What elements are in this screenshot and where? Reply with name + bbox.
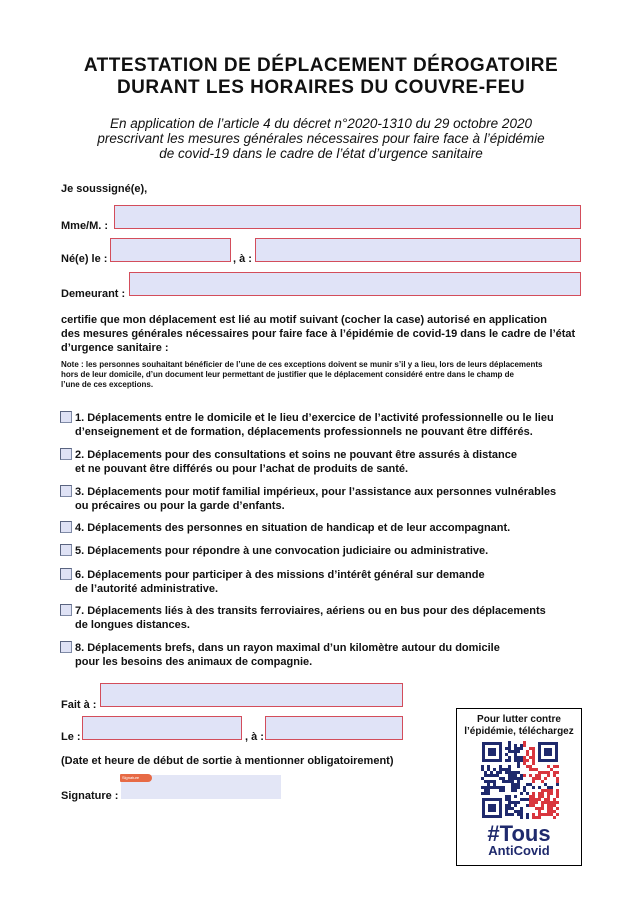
page-title-line2: DURANT LES HORAIRES DU COUVRE-FEU	[116, 77, 526, 98]
reason-1-line2: d’enseignement et de formation, déplacements professionnels ne pouvant être différés.	[75, 426, 533, 438]
reason-4-line1: 4. Déplacements des personnes en situation de handicap et de leur accompagnant.	[75, 522, 511, 534]
name-field[interactable]	[114, 205, 581, 229]
name-label: Mme/M. :	[61, 220, 109, 232]
reason-8-line1: 8. Déplacements brefs, dans un rayon maximal d’un kilomètre autour du domicile	[75, 642, 500, 654]
qr-code-box	[456, 708, 582, 866]
signature-tag[interactable]: Signature	[120, 774, 152, 782]
subtitle-line3: de covid-19 dans le cadre de l’état d’urgence sanitaire	[159, 146, 483, 161]
page-title: ATTESTATION DE DÉPLACEMENT DÉROGATOIRE	[83, 55, 559, 76]
reason-7-checkbox[interactable]	[60, 604, 72, 616]
address-field[interactable]	[129, 272, 581, 296]
time-field[interactable]	[265, 716, 403, 740]
reason-4-checkbox[interactable]	[60, 521, 72, 533]
fait-field[interactable]	[100, 683, 403, 707]
reason-7-line2: de longues distances.	[75, 619, 190, 631]
date-label: Le :	[61, 731, 81, 743]
reason-3-line2: ou précaires ou pour la garde d’enfants.	[75, 500, 285, 512]
reason-2-line2: et ne pouvant être différés ou pour l’achat de produits de santé.	[75, 463, 409, 475]
reason-5-checkbox[interactable]	[60, 544, 72, 556]
hashtag-line2: AntiCovid	[488, 843, 550, 858]
signature-label: Signature :	[61, 790, 119, 802]
reason-6-line2: de l’autorité administrative.	[75, 583, 219, 595]
reason-5-line1: 5. Déplacements pour répondre à une convocation judiciaire ou administrative.	[75, 545, 489, 557]
reason-6-line1: 6. Déplacements pour participer à des missions d’intérêt général sur demande	[75, 569, 485, 581]
date-field[interactable]	[82, 716, 242, 740]
reason-8-checkbox[interactable]	[60, 641, 72, 653]
certify-line1: certifie que mon déplacement est lié au motif suivant (cocher la case) autorisé en application	[61, 314, 547, 326]
reason-2-line1: 2. Déplacements pour des consultations et soins ne pouvant être assurés à distance	[75, 449, 517, 461]
birth-date-field[interactable]	[110, 238, 231, 262]
date-note: (Date et heure de début de sortie à mentionner obligatoirement)	[61, 755, 394, 767]
note-line1: Note : les personnes souhaitant bénéficier de l’une de ces exceptions doivent se munir s’il y a lieu, lors de leurs déplacements	[61, 360, 543, 369]
subtitle-line2: prescrivant les mesures générales nécessaires pour faire face à l’épidémie	[97, 131, 545, 146]
qr-text-line2: l’épidémie, téléchargez	[464, 726, 574, 737]
fait-label: Fait à :	[61, 699, 97, 711]
reason-1-line1: 1. Déplacements entre le domicile et le lieu d’exercice de l’activité professionnelle ou le lieu	[75, 412, 554, 424]
qr-code-icon	[481, 741, 559, 819]
reason-1-checkbox[interactable]	[60, 411, 72, 423]
certify-line2: des mesures générales nécessaires pour faire face à l’épidémie de covid-19 dans le cadre de l’état	[61, 328, 576, 340]
reason-8-line2: pour les besoins des animaux de compagnie.	[75, 656, 313, 668]
qr-text-line1: Pour lutter contre	[477, 714, 561, 725]
note-line3: l’une de ces exceptions.	[61, 380, 154, 389]
address-label: Demeurant :	[61, 288, 126, 300]
hashtag-line1: #Tous	[487, 821, 551, 846]
soussigne-text: Je soussigné(e),	[61, 183, 148, 195]
birth-place-label: , à :	[233, 253, 252, 265]
reason-2-checkbox[interactable]	[60, 448, 72, 460]
note-line2: hors de leur domicile, d’un document leur permettant de justifier que le déplacement considéré entre dans le champ de	[61, 370, 514, 379]
reason-3-line1: 3. Déplacements pour motif familial impérieux, pour l’assistance aux personnes vulnérables	[75, 486, 557, 498]
subtitle-line1: En application de l’article 4 du décret n°2020-1310 du 29 octobre 2020	[110, 116, 532, 131]
time-label: , à :	[245, 731, 264, 743]
reason-7-line1: 7. Déplacements liés à des transits ferroviaires, aériens ou en bus pour des déplacements	[75, 605, 546, 617]
birth-date-label: Né(e) le :	[61, 253, 108, 265]
reason-3-checkbox[interactable]	[60, 485, 72, 497]
reason-6-checkbox[interactable]	[60, 568, 72, 580]
birth-place-field[interactable]	[255, 238, 581, 262]
certify-line3: d’urgence sanitaire :	[61, 342, 169, 354]
